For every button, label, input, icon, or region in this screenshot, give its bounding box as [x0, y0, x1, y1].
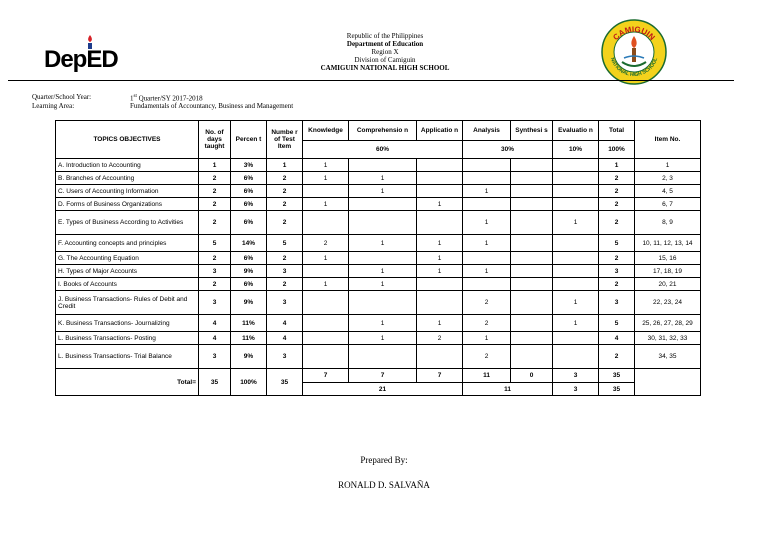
learning-area-label: Learning Area: — [32, 102, 75, 111]
cell-comprehension — [349, 252, 417, 265]
cell-pct: 6% — [231, 211, 267, 235]
header-line-5: CAMIGUIN NATIONAL HIGH SCHOOL — [320, 64, 450, 72]
cell-pct: 14% — [231, 235, 267, 252]
cell-topic: D. Forms of Business Organizations — [56, 198, 199, 211]
table-row — [56, 198, 701, 211]
cell-analysis: 2 — [463, 291, 511, 315]
cell-days: 5 — [199, 235, 231, 252]
cell-application: 1 — [417, 252, 463, 265]
subheader-eval: 10% — [553, 141, 599, 159]
cell-synthesis — [511, 315, 553, 332]
preparer-name: RONALD D. SALVAÑA — [338, 480, 430, 490]
cell-item-no: 20, 21 — [635, 278, 701, 291]
cell-analysis: 1 — [463, 211, 511, 235]
cell-num: 1 — [267, 159, 303, 172]
cell-application: 2 — [417, 332, 463, 345]
cell-days: 2 — [199, 172, 231, 185]
cell-evaluation — [553, 159, 599, 172]
cell-topic: A. Introduction to Accounting — [56, 159, 199, 172]
cell-comprehension: 1 — [349, 278, 417, 291]
cell-analysis: 1 — [463, 332, 511, 345]
cell-comprehension: 1 — [349, 265, 417, 278]
cell-total: 1 — [599, 159, 635, 172]
header-knowledge: Knowledge — [303, 121, 349, 141]
cell-days: 4 — [199, 332, 231, 345]
totals-application: 7 — [417, 369, 463, 383]
cell-knowledge: 2 — [303, 235, 349, 252]
prepared-by-label: Prepared By: — [360, 455, 408, 465]
cell-total: 5 — [599, 235, 635, 252]
cell-analysis — [463, 172, 511, 185]
subheader-total: 100% — [599, 141, 635, 159]
header-comprehension: Comprehensio n — [349, 121, 417, 141]
header-analysis: Analysis — [463, 121, 511, 141]
table-row — [56, 235, 701, 252]
cell-analysis: 1 — [463, 235, 511, 252]
cell-num: 4 — [267, 315, 303, 332]
cell-days: 2 — [199, 198, 231, 211]
learning-area-value: Fundamentals of Accountancy, Business and Management — [130, 102, 294, 111]
cell-comprehension: 1 — [349, 185, 417, 198]
cell-total: 2 — [599, 252, 635, 265]
cell-evaluation: 1 — [553, 291, 599, 315]
cell-comprehension: 1 — [349, 332, 417, 345]
table-row — [56, 211, 701, 235]
totals-comprehension: 7 — [349, 369, 417, 383]
totals-analysis: 11 — [463, 369, 511, 383]
header-line-1: Republic of the Philippines — [346, 32, 424, 40]
cell-evaluation — [553, 332, 599, 345]
cell-comprehension: 1 — [349, 172, 417, 185]
cell-item-no: 17, 18, 19 — [635, 265, 701, 278]
subheader-middle: 30% — [463, 141, 553, 159]
cell-application — [417, 172, 463, 185]
cell-item-no: 1 — [635, 159, 701, 172]
cell-topic: B. Branches of Accounting — [56, 172, 199, 185]
totals-total-sum: 35 — [599, 383, 635, 396]
cell-comprehension — [349, 159, 417, 172]
cell-pct: 6% — [231, 185, 267, 198]
cell-synthesis — [511, 345, 553, 369]
cell-knowledge — [303, 211, 349, 235]
cell-knowledge: 1 — [303, 159, 349, 172]
cell-item-no: 15, 16 — [635, 252, 701, 265]
cell-topic: G. The Accounting Equation — [56, 252, 199, 265]
cell-evaluation: 1 — [553, 211, 599, 235]
cell-item-no: 10, 11, 12, 13, 14 — [635, 235, 701, 252]
cell-pct: 9% — [231, 345, 267, 369]
document-meta — [32, 93, 293, 110]
totals-days: 35 — [199, 369, 231, 396]
cell-total: 2 — [599, 345, 635, 369]
cell-topic: J. Business Transactions- Rules of Debit and Credit — [56, 291, 199, 315]
cell-total: 2 — [599, 278, 635, 291]
cell-synthesis — [511, 332, 553, 345]
cell-knowledge — [303, 265, 349, 278]
cell-synthesis — [511, 278, 553, 291]
cell-comprehension — [349, 291, 417, 315]
header-synthesis: Synthesi s — [511, 121, 553, 141]
subheader-lower: 60% — [303, 141, 463, 159]
header-application: Applicatio n — [417, 121, 463, 141]
cell-num: 2 — [267, 211, 303, 235]
header-percent: Percen t — [231, 121, 267, 159]
cell-topic: F. Accounting concepts and principles — [56, 235, 199, 252]
table-row — [56, 159, 701, 172]
totals-eval-sum: 3 — [553, 383, 599, 396]
cell-topic: C. Users of Accounting Information — [56, 185, 199, 198]
cell-total: 2 — [599, 172, 635, 185]
totals-synthesis: 0 — [511, 369, 553, 383]
table-row — [56, 332, 701, 345]
cell-synthesis — [511, 211, 553, 235]
cell-analysis — [463, 278, 511, 291]
cell-num: 3 — [267, 265, 303, 278]
cell-num: 2 — [267, 172, 303, 185]
cell-days: 2 — [199, 211, 231, 235]
cell-num: 2 — [267, 198, 303, 211]
table-row — [56, 185, 701, 198]
table-row — [56, 265, 701, 278]
cell-knowledge — [303, 332, 349, 345]
header-evaluation: Evaluatio n — [553, 121, 599, 141]
cell-synthesis — [511, 185, 553, 198]
cell-evaluation — [553, 172, 599, 185]
cell-num: 2 — [267, 252, 303, 265]
cell-knowledge — [303, 345, 349, 369]
cell-analysis — [463, 198, 511, 211]
cell-item-no: 6, 7 — [635, 198, 701, 211]
svg-text:NATIONAL HIGH SCHOOL: NATIONAL HIGH SCHOOL — [608, 56, 660, 79]
cell-pct: 11% — [231, 332, 267, 345]
cell-total: 5 — [599, 315, 635, 332]
cell-comprehension: 1 — [349, 235, 417, 252]
deped-logo: DepED — [44, 46, 118, 73]
cell-total: 2 — [599, 198, 635, 211]
cell-knowledge — [303, 315, 349, 332]
cell-days: 2 — [199, 252, 231, 265]
cell-application: 1 — [417, 315, 463, 332]
cell-analysis: 1 — [463, 185, 511, 198]
quarter-label: Quarter/School Year: — [32, 93, 92, 101]
cell-evaluation — [553, 198, 599, 211]
cell-num: 4 — [267, 332, 303, 345]
cell-evaluation — [553, 345, 599, 369]
cell-pct: 6% — [231, 172, 267, 185]
table-of-specifications — [55, 120, 701, 396]
cell-pct: 3% — [231, 159, 267, 172]
cell-knowledge: 1 — [303, 252, 349, 265]
cell-item-no: 25, 26, 27, 28, 29 — [635, 315, 701, 332]
cell-knowledge: 1 — [303, 278, 349, 291]
cell-evaluation — [553, 278, 599, 291]
totals-num-items: 35 — [267, 369, 303, 396]
cell-knowledge — [303, 185, 349, 198]
cell-knowledge — [303, 291, 349, 315]
cell-application: 1 — [417, 265, 463, 278]
cell-evaluation — [553, 235, 599, 252]
header-line-2: Department of Education — [346, 40, 424, 48]
header-item-no: Item No. — [635, 121, 701, 159]
cell-item-no: 30, 31, 32, 33 — [635, 332, 701, 345]
cell-synthesis — [511, 252, 553, 265]
cell-comprehension — [349, 345, 417, 369]
cell-topic: K. Business Transactions- Journalizing — [56, 315, 199, 332]
quarter-value: 1st Quarter/SY 2017-2018 — [130, 94, 203, 103]
cell-topic: L. Business Transactions- Trial Balance — [56, 345, 199, 369]
cell-evaluation — [553, 252, 599, 265]
cell-comprehension — [349, 198, 417, 211]
cell-total: 3 — [599, 291, 635, 315]
cell-topic: L. Business Transactions- Posting — [56, 332, 199, 345]
cell-topic: I. Books of Accounts — [56, 278, 199, 291]
header-divider — [8, 80, 734, 81]
cell-total: 2 — [599, 211, 635, 235]
cell-knowledge: 1 — [303, 198, 349, 211]
cell-evaluation: 1 — [553, 315, 599, 332]
table-body — [56, 159, 701, 369]
cell-application: 1 — [417, 198, 463, 211]
table-row — [56, 172, 701, 185]
table-row — [56, 315, 701, 332]
cell-pct: 9% — [231, 291, 267, 315]
cell-synthesis — [511, 235, 553, 252]
cell-synthesis — [511, 172, 553, 185]
header-days: No. of days taught — [199, 121, 231, 159]
cell-comprehension — [349, 211, 417, 235]
totals-knowledge: 7 — [303, 369, 349, 383]
cell-num: 3 — [267, 345, 303, 369]
table-row — [56, 278, 701, 291]
cell-analysis: 1 — [463, 265, 511, 278]
cell-total: 2 — [599, 185, 635, 198]
cell-pct: 6% — [231, 252, 267, 265]
cell-knowledge: 1 — [303, 172, 349, 185]
header-total: Total — [599, 121, 635, 141]
cell-synthesis — [511, 291, 553, 315]
totals-item-no — [635, 369, 701, 396]
cell-days: 2 — [199, 278, 231, 291]
cell-topic: E. Types of Business According to Activities — [56, 211, 199, 235]
cell-synthesis — [511, 198, 553, 211]
cell-total: 3 — [599, 265, 635, 278]
school-seal-icon — [600, 18, 668, 86]
cell-days: 3 — [199, 345, 231, 369]
cell-num: 2 — [267, 185, 303, 198]
cell-analysis — [463, 252, 511, 265]
cell-application — [417, 291, 463, 315]
totals-evaluation: 3 — [553, 369, 599, 383]
cell-days: 1 — [199, 159, 231, 172]
cell-analysis: 2 — [463, 315, 511, 332]
cell-item-no: 22, 23, 24 — [635, 291, 701, 315]
totals-middle-sum: 11 — [463, 383, 553, 396]
cell-num: 3 — [267, 291, 303, 315]
cell-days: 3 — [199, 265, 231, 278]
cell-topic: H. Types of Major Accounts — [56, 265, 199, 278]
cell-application — [417, 185, 463, 198]
cell-pct: 11% — [231, 315, 267, 332]
cell-num: 2 — [267, 278, 303, 291]
cell-item-no: 2, 3 — [635, 172, 701, 185]
totals-lower-sum: 21 — [303, 383, 463, 396]
cell-days: 2 — [199, 185, 231, 198]
cell-comprehension: 1 — [349, 315, 417, 332]
table-row — [56, 345, 701, 369]
school-header-text — [300, 32, 470, 72]
cell-days: 3 — [199, 291, 231, 315]
cell-item-no: 4, 5 — [635, 185, 701, 198]
cell-application: 1 — [417, 235, 463, 252]
table-row — [56, 252, 701, 265]
header-topics: TOPICS OBJECTIVES — [56, 121, 199, 159]
header-num-items: Numbe r of Test Item — [267, 121, 303, 159]
totals-total: 35 — [599, 369, 635, 383]
totals-label: Total= — [56, 369, 199, 396]
cell-total: 4 — [599, 332, 635, 345]
svg-text:CAMIGUIN: CAMIGUIN — [611, 24, 657, 43]
cell-num: 5 — [267, 235, 303, 252]
cell-application — [417, 278, 463, 291]
header-line-4: Division of Camiguin — [354, 56, 416, 64]
cell-evaluation — [553, 185, 599, 198]
totals-percent: 100% — [231, 369, 267, 396]
cell-application — [417, 159, 463, 172]
cell-analysis: 2 — [463, 345, 511, 369]
cell-pct: 9% — [231, 265, 267, 278]
cell-item-no: 34, 35 — [635, 345, 701, 369]
cell-days: 4 — [199, 315, 231, 332]
cell-item-no: 8, 9 — [635, 211, 701, 235]
table-row — [56, 291, 701, 315]
document-header — [0, 0, 768, 80]
cell-synthesis — [511, 265, 553, 278]
cell-synthesis — [511, 159, 553, 172]
cell-application — [417, 211, 463, 235]
cell-analysis — [463, 159, 511, 172]
cell-evaluation — [553, 265, 599, 278]
cell-application — [417, 345, 463, 369]
cell-pct: 6% — [231, 198, 267, 211]
header-line-3: Region X — [371, 48, 399, 56]
cell-pct: 6% — [231, 278, 267, 291]
